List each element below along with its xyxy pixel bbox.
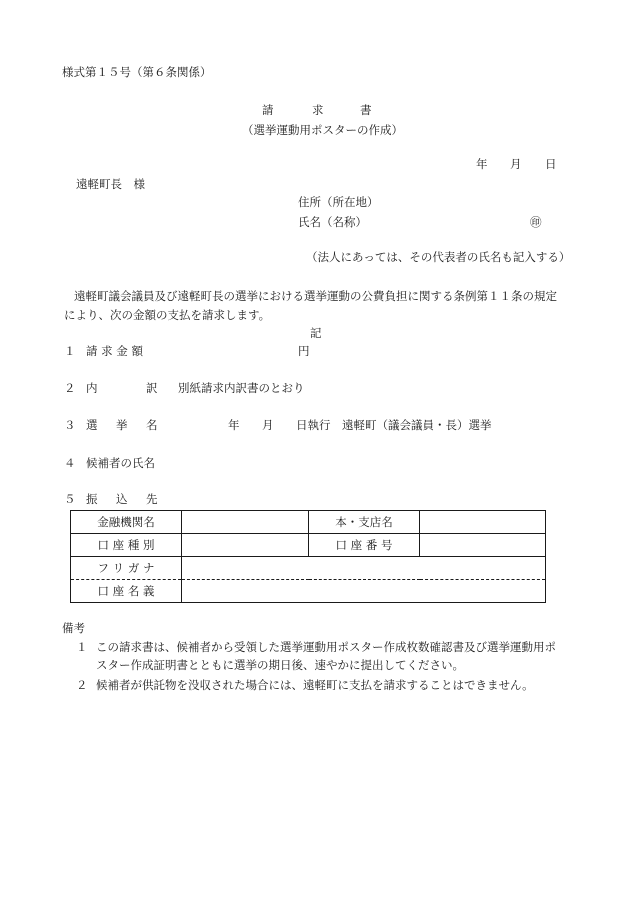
account-number-field[interactable] [420, 534, 546, 557]
item-5-number: ５ [64, 492, 76, 506]
table-row [71, 511, 546, 534]
bank-transfer-table [70, 510, 546, 603]
item-3-number: ３ [64, 418, 76, 432]
item-2-label-a: 内 [86, 381, 98, 395]
branch-field[interactable] [420, 511, 546, 534]
table-row [71, 534, 546, 557]
name-label: 氏名（名称） [298, 215, 367, 229]
item-2-value: 別紙請求内訳書のとおり [178, 381, 305, 395]
ki-heading: 記 [310, 326, 322, 340]
furigana-field[interactable] [182, 557, 546, 580]
remark-2-line-1: 候補者が供託物を没収された場合には、遠軽町に支払を請求することはできません。 [96, 678, 534, 692]
item-3-year: 年 [228, 418, 240, 432]
account-type-field[interactable] [182, 534, 309, 557]
account-holder-field[interactable] [182, 580, 546, 603]
date-year: 年 [476, 157, 488, 171]
item-5-label-b: 込 [116, 492, 128, 506]
remarks-heading: 備考 [62, 621, 85, 635]
bank-name-field[interactable] [182, 511, 309, 534]
item-2-number: ２ [64, 381, 76, 395]
date-month: 月 [510, 157, 522, 171]
remark-2-number: ２ [76, 678, 88, 692]
item-3-month: 月 [262, 418, 274, 432]
addressee: 遠軽町長 様 [76, 177, 145, 191]
branch-label: 本・支店名 [309, 511, 420, 534]
remark-1-line-2: スター作成証明書とともに選挙の期日後、速やかに提出してください。 [96, 658, 464, 672]
table-row [71, 557, 546, 580]
account-holder-label: 口 座 名 義 [71, 580, 182, 603]
account-type-label: 口 座 種 別 [71, 534, 182, 557]
document-subtitle: （選挙運動用ポスターの作成） [242, 123, 403, 137]
address-label: 住所（所在地） [298, 195, 379, 209]
remark-1-line-1: この請求書は、候補者から受領した選挙運動用ポスター作成枚数確認書及び選挙運動用ポ [96, 640, 556, 654]
item-3-label-b: 挙 [116, 418, 128, 432]
form-number: 様式第１５号（第６条関係） [62, 65, 212, 79]
item-1-number: １ [64, 344, 76, 358]
bank-name-label: 金融機関名 [71, 511, 182, 534]
title-char-1: 請 [262, 103, 274, 117]
item-1-yen: 円 [298, 344, 310, 358]
item-1-label: 請 求 金 額 [86, 344, 143, 358]
item-3-label-a: 選 [86, 418, 98, 432]
account-number-label: 口 座 番 号 [309, 534, 420, 557]
furigana-label: フ リ ガ ナ [71, 557, 182, 580]
item-2-label-b: 訳 [146, 381, 158, 395]
seal-mark: ㊞ [530, 215, 542, 229]
item-5-label-a: 振 [86, 492, 98, 506]
body-text-line-1: 遠軽町議会議員及び遠軽町長の選挙における選挙運動の公費負担に関する条例第１１条の規定 [74, 289, 557, 303]
title-char-3: 書 [360, 103, 372, 117]
title-char-2: 求 [312, 103, 324, 117]
item-4-label: 候補者の氏名 [86, 456, 155, 470]
item-3-value: 日執行 遠軽町（議会議員・長）選挙 [296, 418, 492, 432]
item-3-label-c: 名 [146, 418, 158, 432]
corporate-note: （法人にあっては、その代表者の氏名も記入する） [306, 250, 571, 264]
item-4-number: ４ [64, 456, 76, 470]
table-row [71, 580, 546, 603]
date-day: 日 [545, 157, 557, 171]
body-text-line-2: により、次の金額の支払を請求します。 [64, 308, 271, 322]
remark-1-number: １ [76, 640, 88, 654]
item-5-label-c: 先 [146, 492, 158, 506]
